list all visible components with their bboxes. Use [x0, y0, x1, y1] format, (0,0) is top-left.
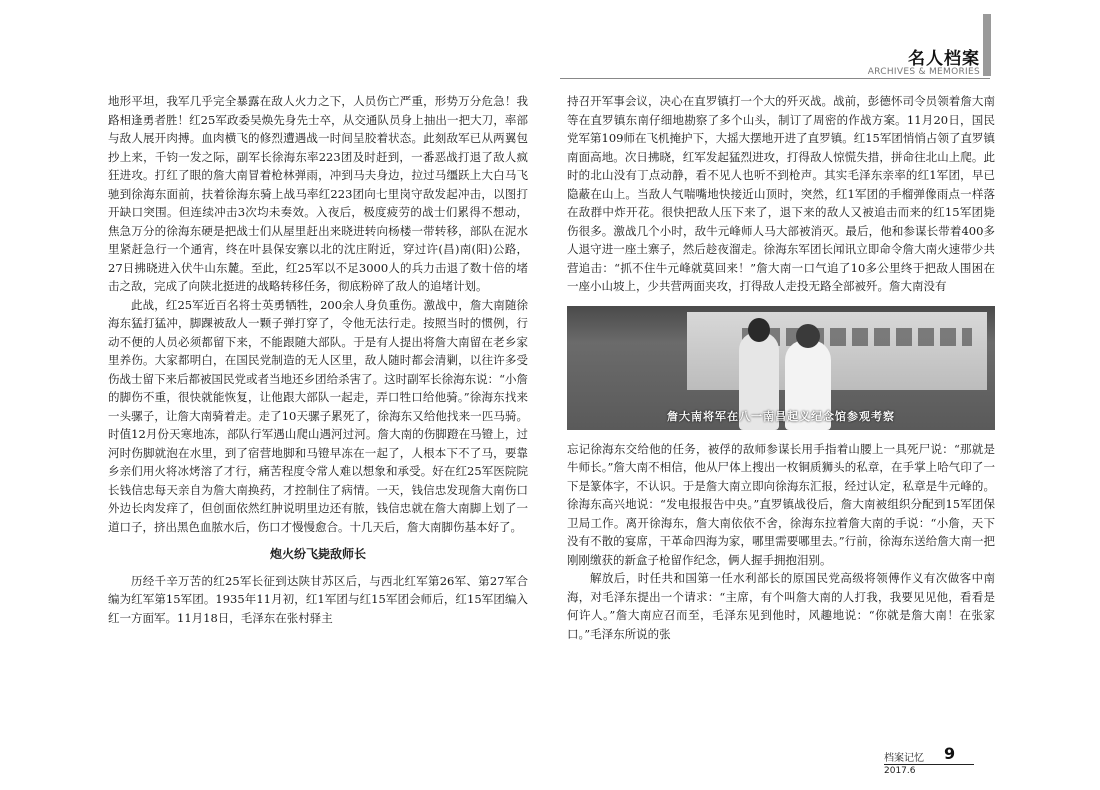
photo-wall	[687, 312, 987, 390]
section-subtitle: ARCHIVES & MEMORIES	[867, 67, 980, 77]
paragraph: 解放后，时任共和国第一任水利部长的原国民党高级将领傅作义有次做客中南海，对毛泽东提出一个请求：“主席，有个叫詹大南的人打我，我要见见他，看看是何许人。”詹大南应召而至，毛泽东见到他时，风趣地说：“你就是詹大南！在张家口。”毛泽东所说的张	[567, 571, 995, 641]
paragraph: 历经千辛万苦的红25军长征到达陕甘苏区后，与西北红军第26军、第27军合编为红军第15军团。1935年11月初，红1军团与红15军团会师后，红15军团编入红一方面军。11月18日，毛泽东在张村驿主	[108, 573, 528, 625]
page-number: 9	[944, 744, 956, 763]
section-title: 名人档案	[908, 49, 980, 69]
photo-caption: 詹大南将军在八一南昌起义纪念馆参观考察	[667, 410, 895, 423]
photo-person-left-head	[748, 318, 770, 342]
left-column	[108, 92, 528, 627]
header-accent-bar	[983, 14, 991, 76]
photo	[567, 306, 995, 430]
footer-divider	[884, 764, 974, 765]
photo-person-right-head	[796, 324, 820, 348]
footer-magazine-label: 档案记忆	[884, 753, 924, 764]
paragraph: 持召开军事会议，决心在直罗镇打一个大的歼灭战。战前，彭德怀司令员领着詹大南等在直罗镇东南仔细地勘察了多个山头，制订了周密的作战方案。11月20日，国民党军第109师在飞机掩护下，大摇大摆地开进了直罗镇。红15军团悄悄占领了直罗镇南面高地。次日拂晓，红军发起猛烈进攻，打得敌人惊慌失措，拼命往北山上爬。此时的北山没有丁点动静，看不见人也听不到枪声。其实毛泽东亲率的红1军团，早已隐蔽在山上。当敌人气喘嘴地快接近山顶时，突然，红1军团的手榴弹像雨点一样落在敌群中炸开花。很快把敌人压下来了，退下来的敌人又被追击而来的红15军团毙伤很多。激战几个小时，敌牛元峰师人马大部被消灭。最后，他和参谋长带着400多人退守进一座土寨子，然后趁夜溜走。徐海东军团长闻讯立即命令詹大南火速带少共营追击：“抓不住牛元峰就莫回来！”詹大南一口气追了10多公里终于把敌人围困在一座小山坡上，少共营两面夹攻，打得敌人走投无路全部被歼。詹大南没有	[567, 94, 995, 293]
issue-date: 2017.6	[884, 766, 916, 776]
right-column	[567, 92, 995, 643]
subheading: 炮火纷飞毙敌师长	[269, 547, 366, 561]
header-divider	[560, 78, 990, 79]
paragraph: 此战，红25军近百名将士英勇牺牲，200余人身负重伤。激战中，詹大南随徐海东猛打猛冲，脚踝被敌人一颗子弹打穿了，令他无法行走。按照当时的惯例，行动不便的人员必须都留下来，不能跟随大部队。于是有人提出将詹大南留在老乡家里养伤。大家都明白，在国民党制造的无人区里，敌人随时都会清剿，以往许多受伤战士留下来后都被国民党或者当地还乡团给杀害了。这时副军长徐海东说：“小詹的脚伤不重，很快就能恢复，让他跟大部队一起走，弄口牲口给他骑。”徐海东找来一头骡子，让詹大南骑着走。走了10天骡子累死了，徐海东又给他找来一匹马骑。时值12月份天寒地冻，部队行军遇山爬山遇河过河。詹大南的伤脚蹬在马镫上，过河时伤脚就泡在水里，到了宿营地脚和马镫早冻在一起了，人根本下不了马，要靠乡亲们用火将冰烤溶了才行，痛苦程度令常人难以想象和承受。好在红25军医院院长钱信忠每天亲自为詹大南换药，才控制住了病情。一天，钱信忠发现詹大南伤口外边长肉发痒了，但创面依然红肿说明里边还有脓，钱信忠就在詹大南脚上划了一道口子，挤出黑色血脓水后，伤口才慢慢愈合。十几天后，詹大南脚伤基本好了。	[108, 297, 528, 534]
paragraph: 忘记徐海东交给他的任务，被俘的敌师参谋长用手指着山腰上一具死尸说：“那就是牛师长。”詹大南不相信，他从尸体上搜出一枚铜质狮头的私章，在手掌上哈气印了一下是篆体字，不认识。于是詹大南立即向徐海东汇报，经过认定，私章是牛元峰的。徐海东高兴地说：“发电报报告中央。”直罗镇战役后，詹大南被组织分配到15军团保卫局工作。离开徐海东，詹大南依依不舍，徐海东拉着詹大南的手说：“小詹，天下没有不散的宴席，干革命四海为家，哪里需要哪里去。”行前，徐海东送给詹大南一把刚刚缴获的新盒子枪留作纪念，俩人握手拥抱泪别。	[567, 441, 995, 567]
paragraph: 地形平坦，我军几乎完全暴露在敌人火力之下，人员伤亡严重，形势万分危急！我路相逢勇者胜！红25军政委吴焕先身先士卒，从交通队员身上抽出一把大刀，率部与敌人展开肉搏。血肉横飞的修烈遭遇战一时间呈胶着状态。此刻敌军已从两翼包抄上来，千钧一发之际，副军长徐海东率223团及时赶到，一番恶战打退了敌人疯狂进攻。打红了眼的詹大南冒着枪林弹雨，冲到马夫身边，拉过马缰跃上大白马飞驰到徐海东面前，扶着徐海东骑上战马率红223团向七里岗守敌发起冲击，以图打开缺口突围。但连续冲击3次均未奏效。入夜后，极度疲劳的战士们累得不想动，焦急万分的徐海东硬是把战士们从屋里赶出来晓进转向杨楼一带转移，部队在泥水里紧赶急行一个通宵，终在叶县保安寨以北的沈庄附近，穿过许(昌)南(阳)公路，27日拂晓进入伏牛山东麓。至此，红25军以不足3000人的兵力击退了数十倍的堵击之敌，完成了向陕北挺进的战略转移任务，彻底粉碎了敌人的追堵计划。	[108, 94, 528, 293]
